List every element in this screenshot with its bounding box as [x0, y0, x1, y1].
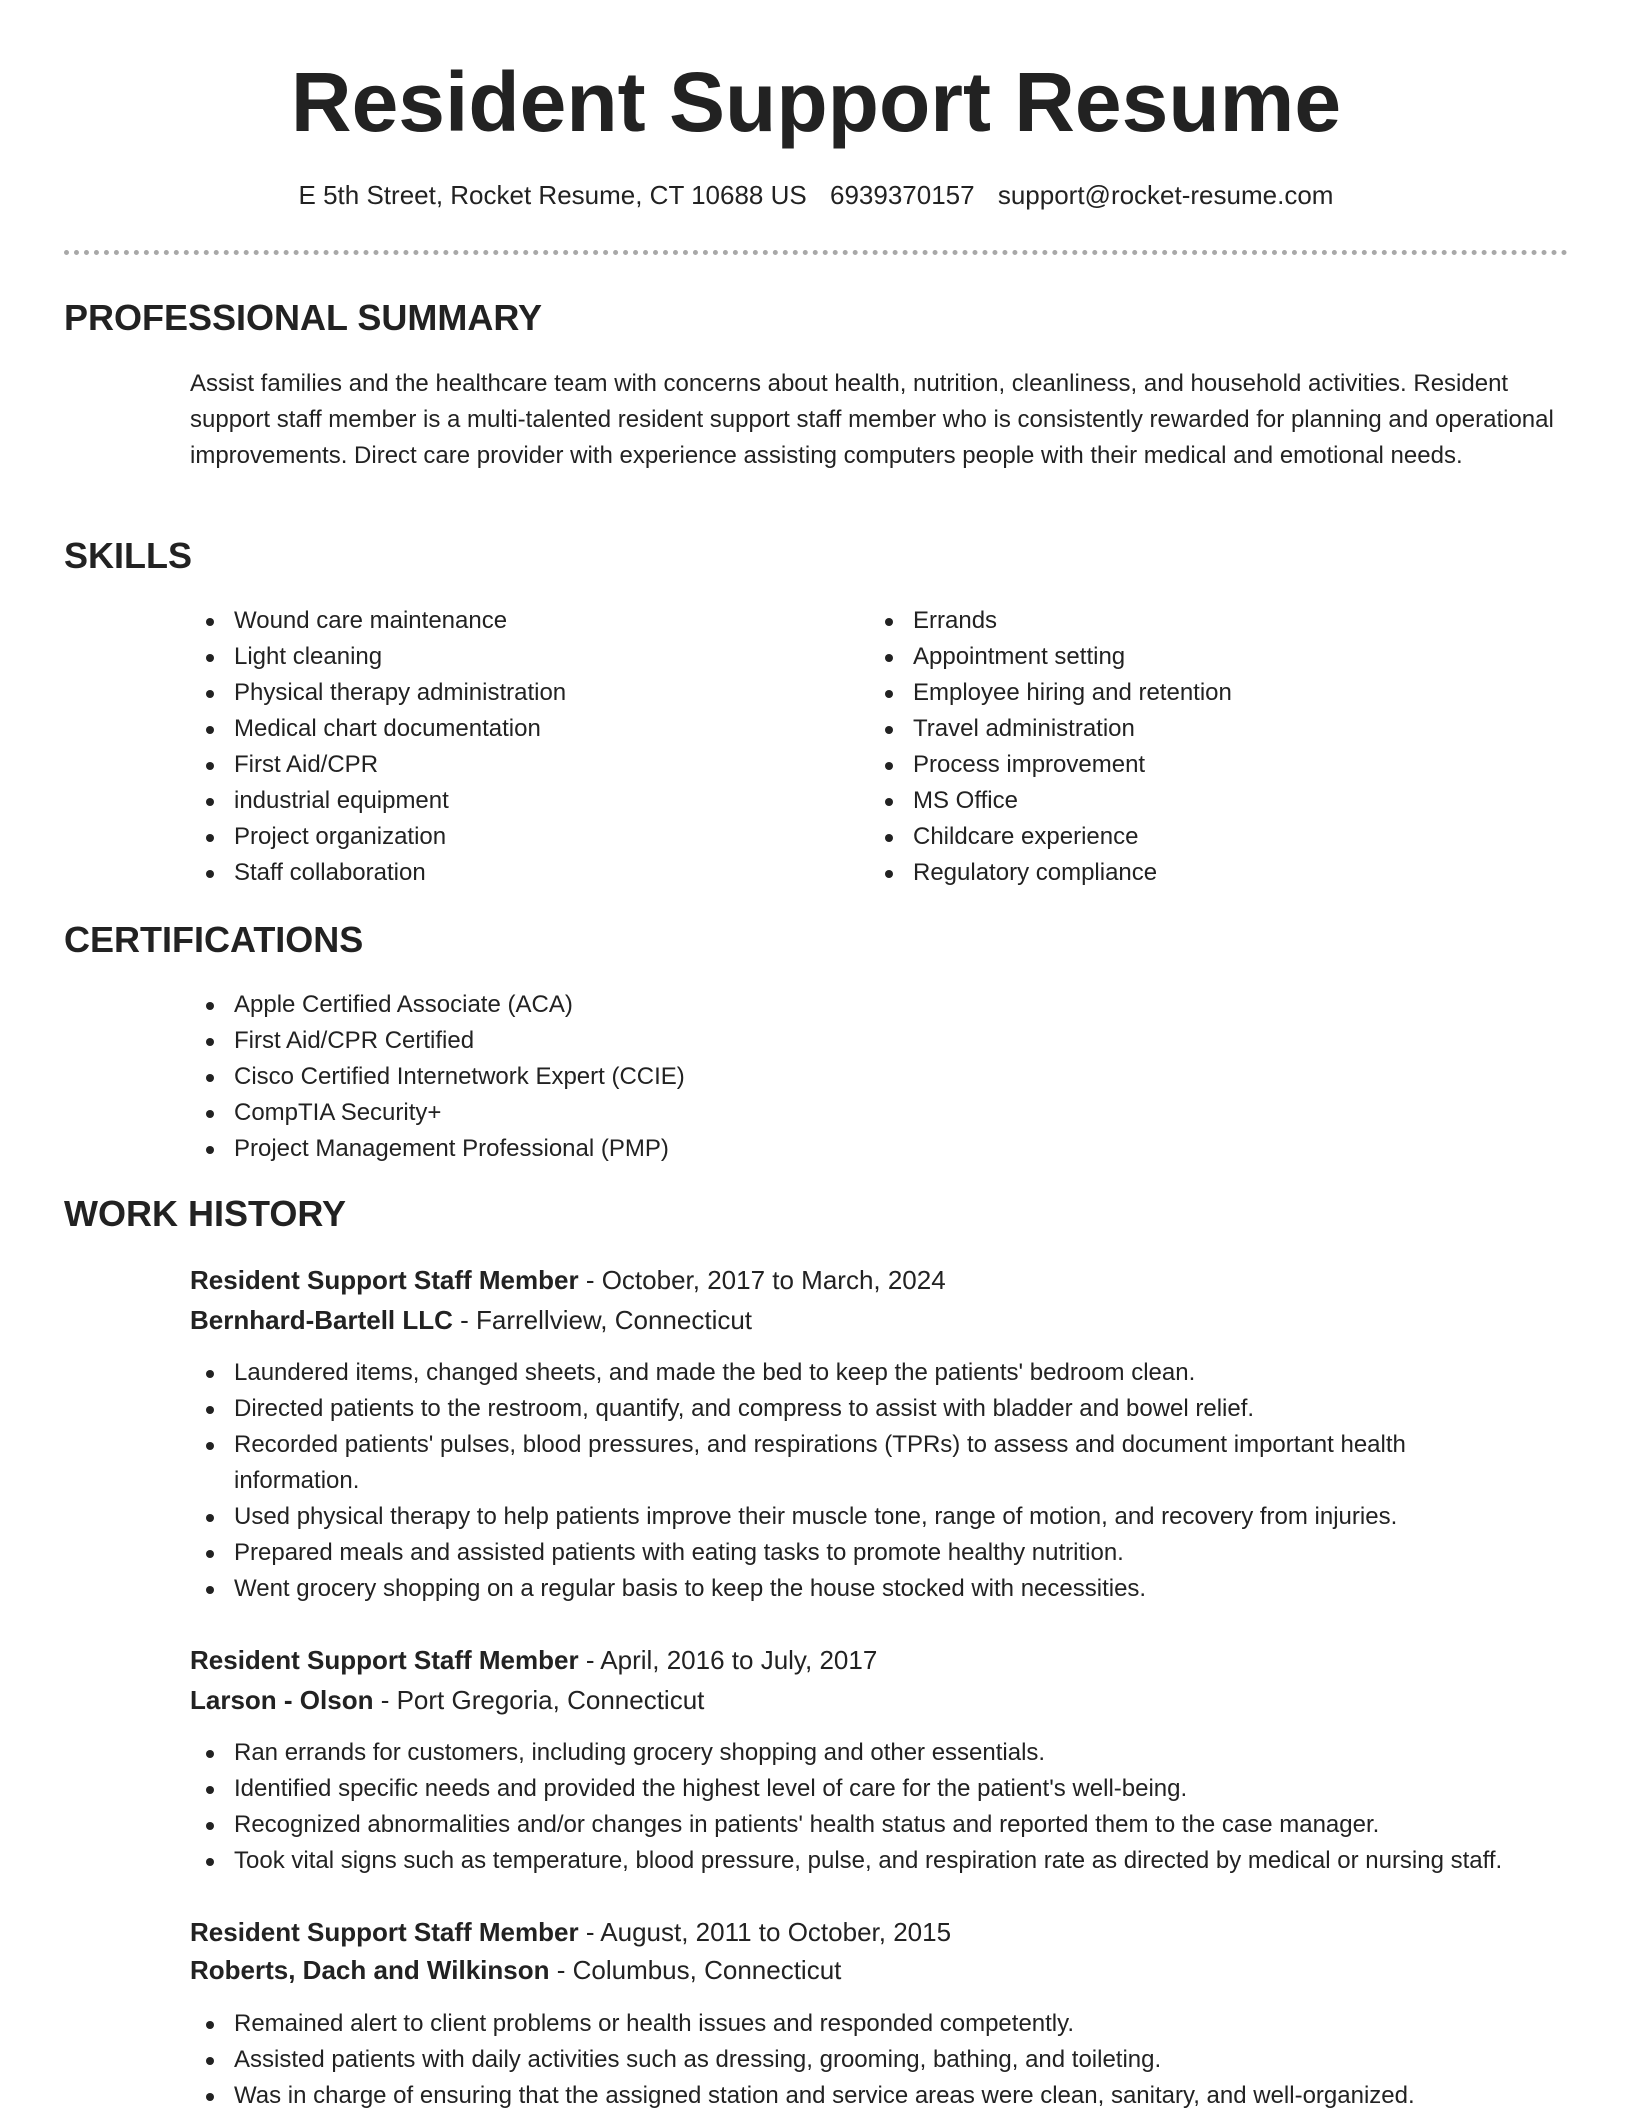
- job-role: Resident Support Staff Member: [190, 1645, 579, 1675]
- job-dates: - August, 2011 to October, 2015: [578, 1917, 952, 1947]
- list-item: MS Office: [869, 783, 1509, 819]
- list-item: Cisco Certified Internetwork Expert (CCIE): [190, 1059, 1570, 1095]
- list-item: CompTIA Security+: [190, 1095, 1570, 1131]
- header-divider: [64, 250, 1568, 255]
- job-bullets: [190, 2006, 1590, 2114]
- list-item: Project organization: [190, 819, 830, 855]
- list-item: Employee hiring and retention: [869, 675, 1509, 711]
- job-role: Resident Support Staff Member: [190, 1265, 579, 1295]
- skills-list-left: [190, 603, 830, 891]
- list-item: Took vital signs such as temperature, blood pressure, pulse, and respiration rate as directed by medical or nursing staff.: [190, 1843, 1590, 1879]
- list-item: Recorded patients' pulses, blood pressures, and respirations (TPRs) to assess and document important health information.: [190, 1427, 1490, 1499]
- list-item: Remained alert to client problems or health issues and responded competently.: [190, 2006, 1590, 2042]
- list-item: Ran errands for customers, including grocery shopping and other essentials.: [190, 1735, 1590, 1771]
- list-item: Project Management Professional (PMP): [190, 1131, 1570, 1167]
- list-item: Prepared meals and assisted patients with eating tasks to promote healthy nutrition.: [190, 1535, 1490, 1571]
- skills-list-right: [869, 603, 1509, 891]
- list-item: Regulatory compliance: [869, 855, 1509, 891]
- list-item: Was in charge of ensuring that the assigned station and service areas were clean, sanitary, and well-organized.: [190, 2078, 1590, 2114]
- list-item: Childcare experience: [869, 819, 1509, 855]
- list-item: Wound care maintenance: [190, 603, 830, 639]
- list-item: industrial equipment: [190, 783, 830, 819]
- job-title-line: [190, 1262, 1570, 1298]
- email-text: support@rocket-resume.com: [997, 180, 1334, 210]
- list-item: Assisted patients with daily activities such as dressing, grooming, bathing, and toileting.: [190, 2042, 1590, 2078]
- job-location: - Farrellview, Connecticut: [452, 1305, 753, 1335]
- job-dates: - October, 2017 to March, 2024: [578, 1265, 946, 1295]
- job-location: - Port Gregoria, Connecticut: [373, 1685, 705, 1715]
- job-company: Larson - Olson: [190, 1685, 374, 1715]
- list-item: Recognized abnormalities and/or changes in patients' health status and reported them to the case manager.: [190, 1807, 1590, 1843]
- job-bullets: [190, 1355, 1490, 1607]
- summary-text: Assist families and the healthcare team with concerns about health, nutrition, cleanliness, and household activities. Resident support staff member is a multi-talented resident support staff member who is consistently rewarded for planning and operational improvements. Direct care provider with experience assisting computers people with their medical and emotional needs.: [190, 370, 1554, 469]
- work-history-heading: WORK HISTORY: [64, 1193, 347, 1234]
- job-dates: - April, 2016 to July, 2017: [578, 1645, 878, 1675]
- list-item: Went grocery shopping on a regular basis to keep the house stocked with necessities.: [190, 1571, 1490, 1607]
- job-role: Resident Support Staff Member: [190, 1917, 579, 1947]
- list-item: First Aid/CPR Certified: [190, 1023, 1570, 1059]
- job-bullets: [190, 1735, 1590, 1879]
- job-company-line: [190, 1682, 1570, 1718]
- list-item: Process improvement: [869, 747, 1509, 783]
- list-item: Physical therapy administration: [190, 675, 830, 711]
- job-company-line: [190, 1952, 1570, 1988]
- list-item: Laundered items, changed sheets, and made the bed to keep the patients' bedroom clean.: [190, 1355, 1490, 1391]
- list-item: Travel administration: [869, 711, 1509, 747]
- list-item: Used physical therapy to help patients improve their muscle tone, range of motion, and recovery from injuries.: [190, 1499, 1490, 1535]
- list-item: Staff collaboration: [190, 855, 830, 891]
- list-item: Directed patients to the restroom, quantify, and compress to assist with bladder and bowel relief.: [190, 1391, 1490, 1427]
- resume-title: Resident Support Resume: [290, 55, 1342, 149]
- list-item: First Aid/CPR: [190, 747, 830, 783]
- list-item: Errands: [869, 603, 1509, 639]
- address-text: E 5th Street, Rocket Resume, CT 10688 US: [298, 180, 807, 210]
- list-item: Identified specific needs and provided the highest level of care for the patient's well-being.: [190, 1771, 1590, 1807]
- list-item: Appointment setting: [869, 639, 1509, 675]
- job-company-line: [190, 1302, 1570, 1338]
- job-title-line: [190, 1642, 1570, 1678]
- job-location: - Columbus, Connecticut: [549, 1955, 842, 1985]
- list-item: Light cleaning: [190, 639, 830, 675]
- contact-line: [0, 180, 1632, 211]
- list-item: Medical chart documentation: [190, 711, 830, 747]
- certifications-heading: CERTIFICATIONS: [64, 919, 364, 960]
- job-company: Bernhard-Bartell LLC: [190, 1305, 453, 1335]
- phone-text: 6939370157: [829, 180, 975, 210]
- list-item: Apple Certified Associate (ACA): [190, 987, 1570, 1023]
- skills-heading: SKILLS: [64, 535, 193, 576]
- summary-heading: PROFESSIONAL SUMMARY: [64, 297, 543, 338]
- job-title-line: [190, 1914, 1570, 1950]
- certifications-list: [190, 987, 1570, 1167]
- job-company: Roberts, Dach and Wilkinson: [190, 1955, 550, 1985]
